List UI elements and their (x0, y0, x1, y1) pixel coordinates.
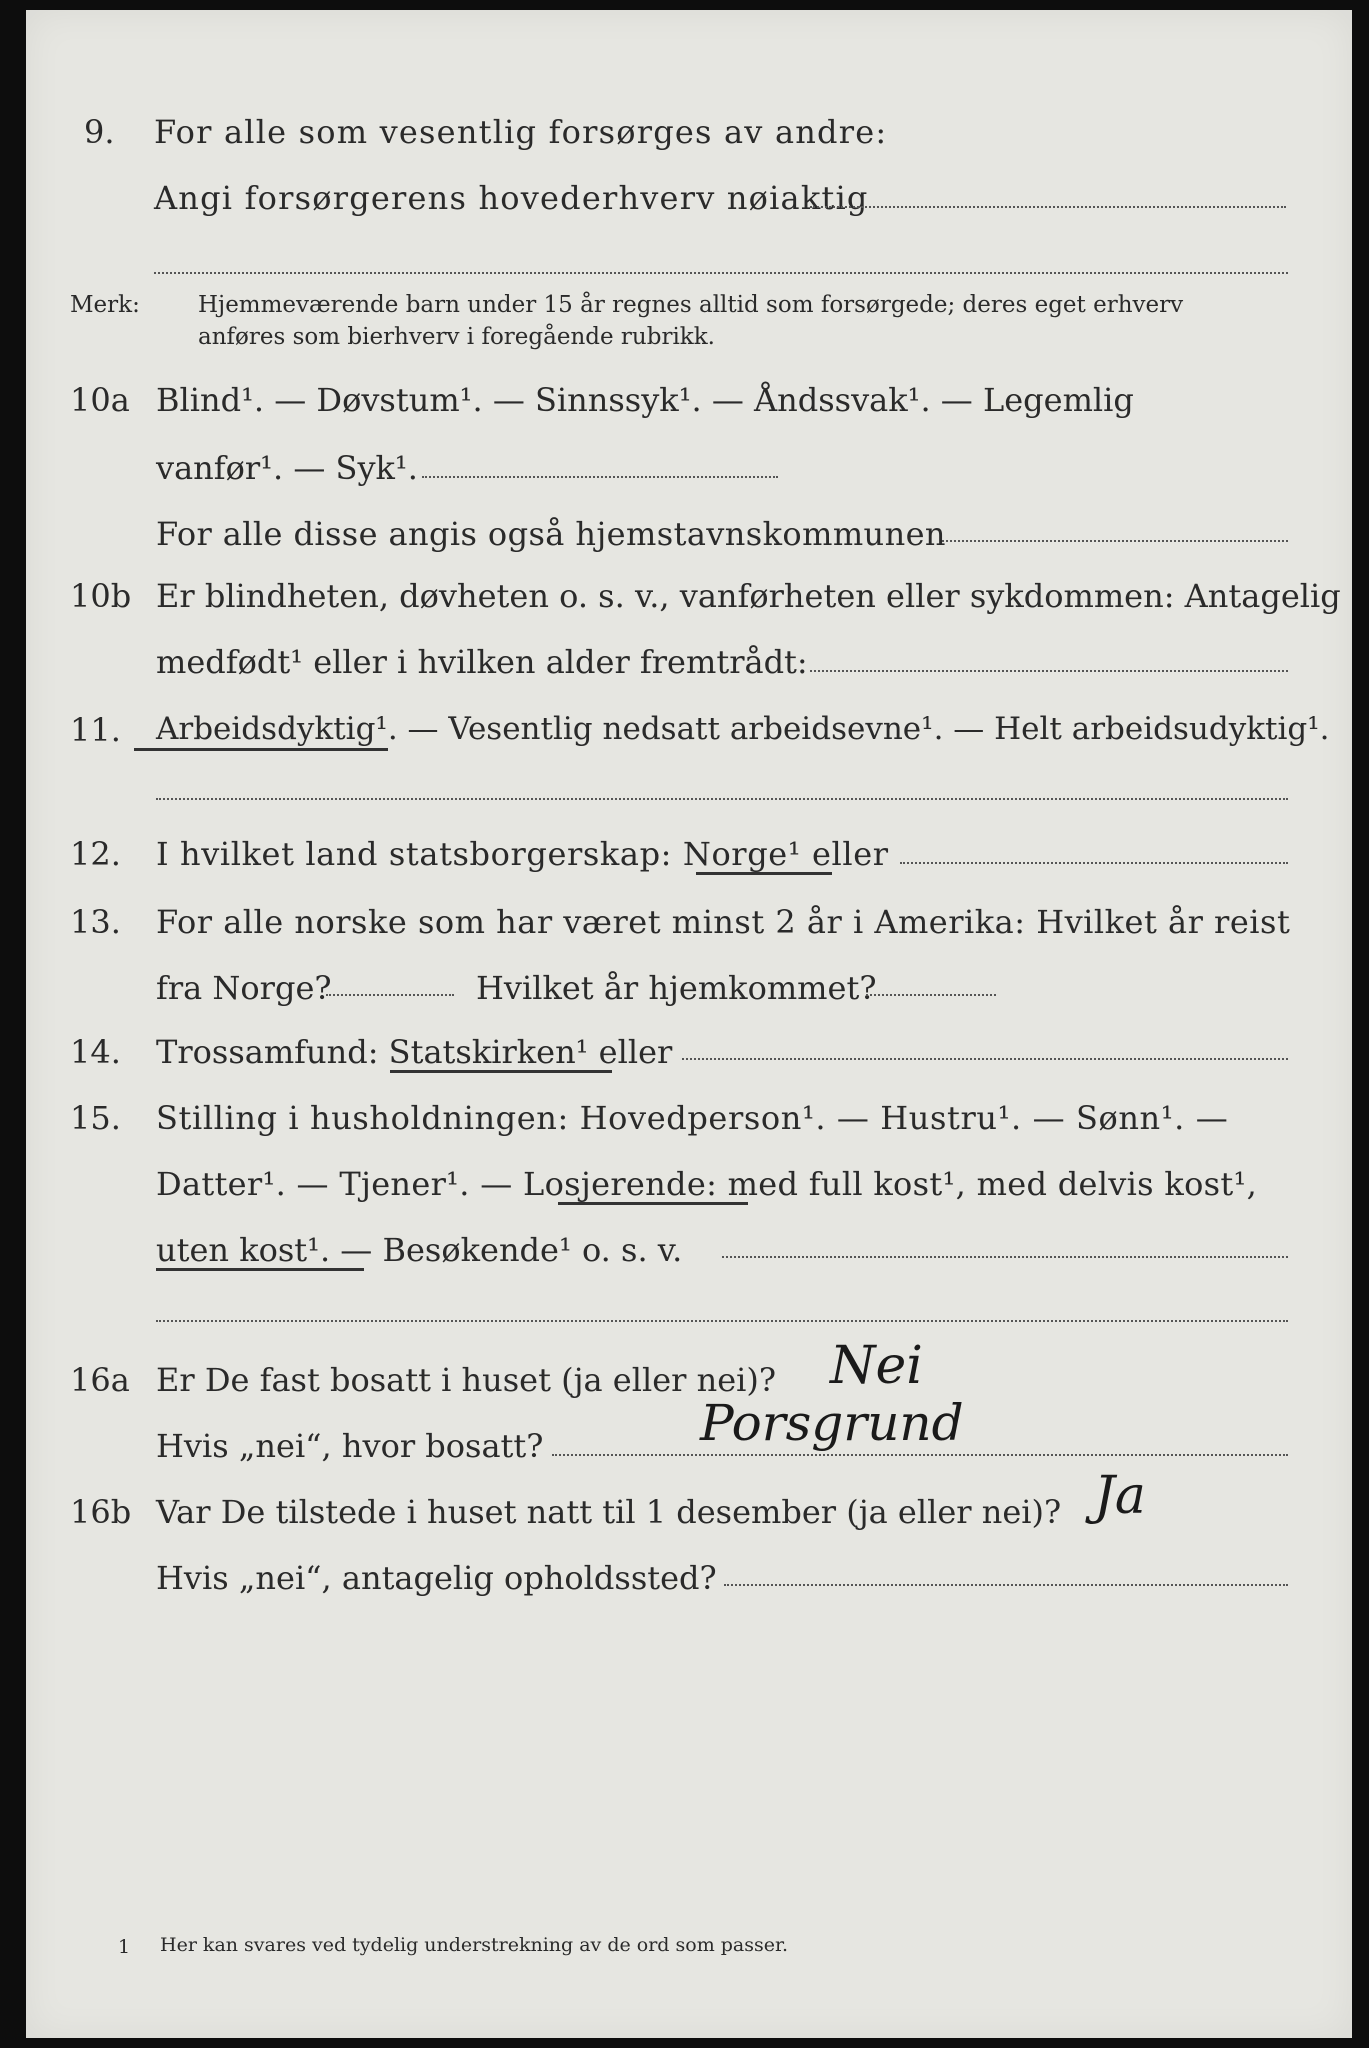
q15-underline-uten-kost (156, 1268, 364, 1271)
q13-hjemkommet-line (866, 994, 996, 996)
q10a-line3: For alle disse angis også hjemstavnskommunen (156, 515, 946, 553)
q16b-number: 16b (70, 1493, 132, 1531)
q15-answer-line (722, 1256, 1288, 1258)
q11-underline-arbeidsdyktig (134, 748, 388, 751)
q12-number: 12. (70, 835, 121, 873)
q10a-answer-line (422, 476, 778, 478)
q15-number: 15. (70, 1099, 121, 1137)
q16a-bosatt-line (552, 1454, 1288, 1456)
q14-number: 14. (70, 1033, 121, 1071)
q16a-handwritten-answer2: Porsgrund (700, 1394, 964, 1452)
q12-line1: I hvilket land statsborgerskap: Norge¹ eller (156, 835, 889, 873)
q16a-number: 16a (70, 1361, 130, 1399)
q13-line1: For alle norske som har været minst 2 år i Amerika: Hvilket år reist (156, 903, 1291, 941)
q16b-line2: Hvis „nei“, antagelig opholdssted? (156, 1559, 717, 1597)
q9-answer-line (810, 206, 1286, 208)
merk-label: Merk: (70, 292, 140, 318)
q10a-number: 10a (70, 381, 130, 419)
q10b-line2: medfødt¹ eller i hvilken alder fremtrådt: (156, 643, 808, 681)
q11-answer-line (156, 798, 1288, 800)
q13-line2a: fra Norge? (156, 969, 332, 1007)
q16b-handwritten-answer1: Ja (1094, 1466, 1146, 1526)
q13-line2b: Hvilket år hjemkommet? (476, 969, 877, 1007)
q10a-hjemstavn-line (942, 540, 1288, 542)
merk-line2: anføres som bierhverv i foregående rubrikk. (198, 324, 715, 350)
footnote-text: Her kan svares ved tydelig understrekning av de ord som passer. (160, 1934, 789, 1956)
q10b-line1: Er blindheten, døvheten o. s. v., vanførheten eller sykdommen: Antagelig (156, 577, 1341, 615)
merk-line1: Hjemmeværende barn under 15 år regnes alltid som forsørgede; deres eget erhverv (198, 292, 1184, 318)
q14-line1: Trossamfund: Statskirken¹ eller (156, 1033, 673, 1071)
q13-reist-line (326, 994, 454, 996)
q9-number: 9. (84, 113, 115, 151)
q15-line2: Datter¹. — Tjener¹. — Losjerende: med full kost¹, med delvis kost¹, (156, 1165, 1258, 1203)
q16b-line1: Var De tilstede i huset natt til 1 desember (ja eller nei)? (156, 1493, 1062, 1531)
q12-underline-norge (696, 872, 832, 875)
q12-answer-line (900, 862, 1288, 864)
q10a-line1: Blind¹. — Døvstum¹. — Sinnssyk¹. — Åndssvak¹. — Legemlig (156, 381, 1134, 419)
q16a-handwritten-answer1: Nei (830, 1336, 923, 1396)
q10b-answer-line (810, 670, 1288, 672)
footnote-mark: 1 (118, 1936, 131, 1958)
q11-number: 11. (70, 711, 121, 749)
q9-line1: For alle som vesentlig forsørges av andre: (154, 113, 888, 151)
q10a-line2: vanfør¹. — Syk¹. (156, 449, 418, 487)
q14-underline-statskirken (390, 1070, 612, 1073)
q16b-opholdssted-line (724, 1584, 1288, 1586)
q15-line3: uten kost¹. — Besøkende¹ o. s. v. (156, 1231, 683, 1269)
q14-answer-line (682, 1058, 1288, 1060)
q16a-line2: Hvis „nei“, hvor bosatt? (156, 1427, 544, 1465)
q11-line1: Arbeidsdyktig¹. — Vesentlig nedsatt arbeidsevne¹. — Helt arbeidsudyktig¹. (156, 711, 1330, 747)
separator-line (154, 272, 1288, 274)
separator-line-2 (156, 1320, 1288, 1322)
q9-line2: Angi forsørgerens hovederhverv nøiaktig (154, 179, 869, 217)
q16a-line1: Er De fast bosatt i huset (ja eller nei)? (156, 1361, 777, 1399)
q13-number: 13. (70, 903, 121, 941)
q10b-number: 10b (70, 577, 132, 615)
q15-underline-losjerende (558, 1202, 748, 1205)
q15-line1: Stilling i husholdningen: Hovedperson¹. — Hustru¹. — Sønn¹. — (156, 1099, 1229, 1137)
